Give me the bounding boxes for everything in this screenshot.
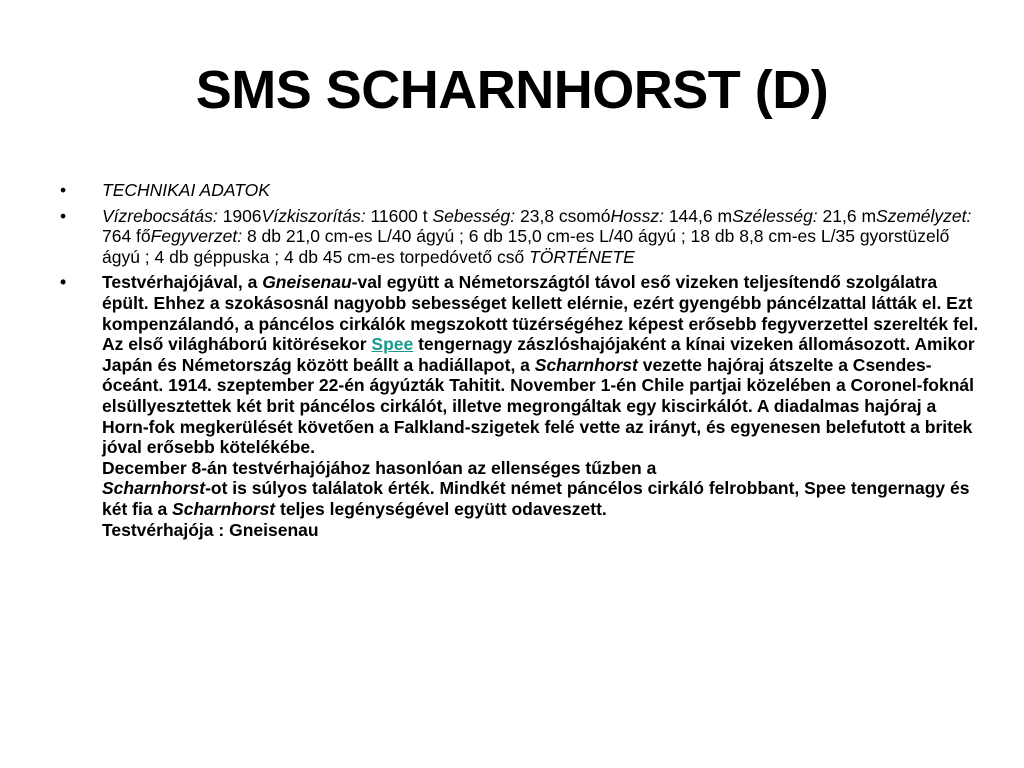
- technical-data-heading: TECHNIKAI ADATOK: [102, 180, 270, 200]
- history-text: vezette hajóraj átszelte a Csendes-óceánt. 1914. szeptember 22-én ágyúzták Tahitit. November 1-én Chile partjai közelében a Coronel-foknál elsüllyesztettek két brit páncélos cirkálót, illetve megrongáltak egy kiscirkálót. A diadalmas hajóraj a Horn-fok megkerülését követően a Falkland-szigetek felé vette az irányt, és egyenesen belefutott a britek jóval erősebb kötelékébe.: [102, 354, 975, 458]
- history-text: teljes legénységével együtt odaveszett.: [275, 498, 607, 519]
- slide-body: [60, 180, 980, 545]
- spec-label-displacement: Vízkiszorítás:: [261, 205, 366, 226]
- spec-value-crew: 764 fő: [102, 226, 151, 247]
- bullet-icon: •: [60, 272, 67, 293]
- spec-value-armament: 8 db 21,0 cm-es L/40 ágyú ; 6 db 15,0 cm-es L/40 ágyú ; 18 db 8,8 cm-es L/35 gyorstüzelő ágyú ; 4 db géppuska ; 4 db 45 cm-es torpedóvető cső: [102, 226, 950, 267]
- history-text: Az első világháború kitörésekor: [102, 334, 372, 355]
- spec-label-launched: Vízrebocsátás:: [102, 205, 218, 226]
- spec-label-armament: Fegyverzet:: [150, 226, 243, 247]
- spec-label-crew: Személyzet:: [876, 205, 972, 226]
- slide-title: SMS SCHARNHORST (D): [195, 60, 829, 120]
- history-text: Testvérhajójával, a: [102, 272, 263, 293]
- bullet-icon: •: [60, 180, 67, 200]
- history-text: tengernagy zászlóshajójaként a kínai vizeken állomásozott. Amikor Japán és Németország között beállt a hadiállapot, a: [102, 334, 975, 375]
- spec-value-speed: 23,8 csomó: [515, 205, 611, 226]
- spec-label-beam: Szélesség:: [732, 205, 818, 226]
- history-heading: TÖRTÉNETE: [529, 246, 635, 267]
- spec-value-length: 144,6 m: [663, 205, 733, 226]
- history-text: -ot is súlyos találatok érték. Mindkét német páncélos cirkáló felrobbant, Spee tengernagy és két fia a: [102, 478, 970, 519]
- spec-label-length: Hossz:: [610, 205, 664, 226]
- spec-value-launched: 1906: [217, 205, 262, 226]
- ship-name-gneisenau: Gneisenau: [262, 272, 352, 293]
- bullet-history: [60, 272, 980, 540]
- bullet-technical-heading: [60, 180, 980, 201]
- history-text: December 8-án testvérhajójához hasonlóan az ellenséges tűzben a: [102, 457, 657, 478]
- spec-value-displacement: 11600 t: [365, 205, 433, 226]
- bullet-icon: •: [60, 205, 67, 226]
- history-text: -val együtt a Németországtól távol eső vizeken teljesítendő szolgálatra épült. Ehhez a szokásosnál nagyobb sebességet kellett elérnie, ezért gyengébb páncélzattal látták el. Ezt kompenzálandó, a páncélos cirkálók megszokott tüzérségéhez képest erősebb fegyverzettel szerelték fel.: [102, 272, 979, 334]
- ship-name-scharnhorst: Scharnhorst: [102, 478, 206, 499]
- sister-ship-line: Testvérhajója : Gneisenau: [102, 519, 319, 540]
- ship-name-scharnhorst: Scharnhorst: [534, 354, 638, 375]
- spec-label-speed: Sebesség:: [432, 205, 516, 226]
- spee-link[interactable]: Spee: [371, 334, 414, 355]
- spec-value-beam: 21,6 m: [817, 205, 877, 226]
- ship-name-scharnhorst: Scharnhorst: [172, 498, 276, 519]
- bullet-specifications: [60, 206, 980, 268]
